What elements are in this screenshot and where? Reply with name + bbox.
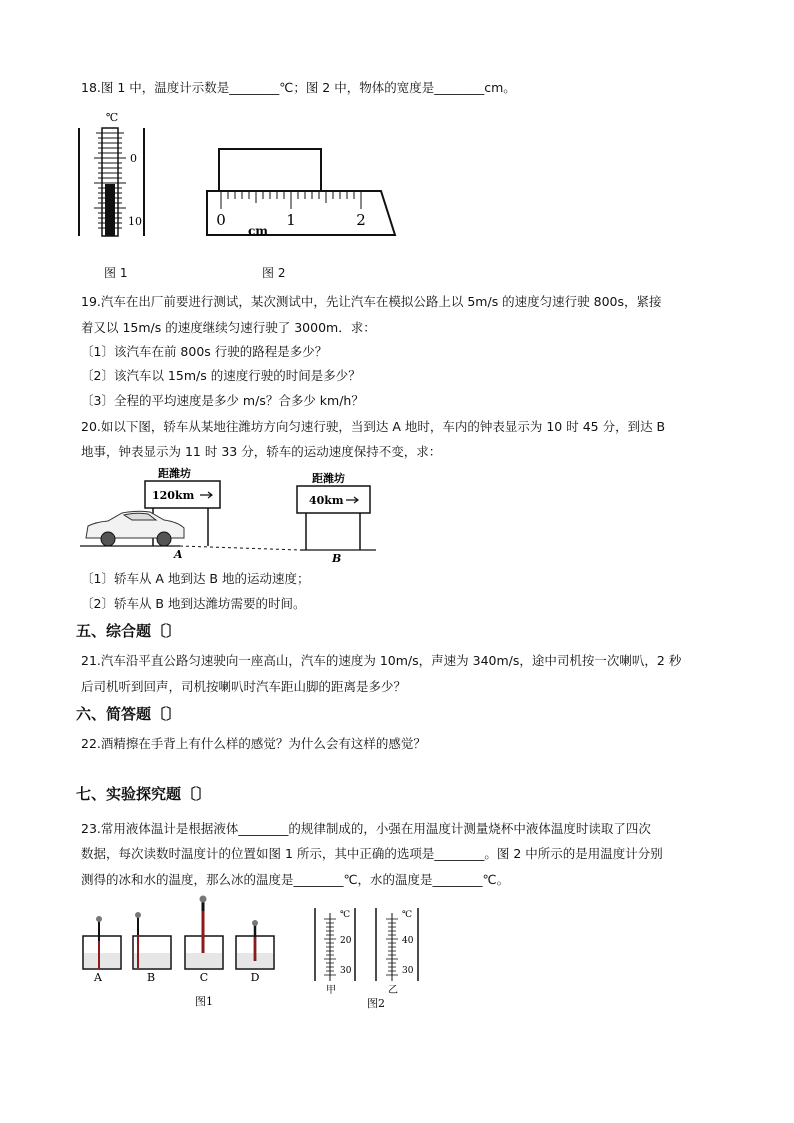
section-6-title: 六、简答题〔〕 bbox=[76, 705, 182, 723]
q23-line3: 测得的冰和水的温度，那么冰的温度是________℃，水的温度是________℃。 bbox=[81, 872, 510, 887]
thermo-unit-label: ℃ bbox=[105, 111, 119, 124]
thermo-a-tick-20: 20 bbox=[340, 936, 352, 946]
q19-sub1: 〔1〕该汽车在前 800s 行驶的路程是多少？ bbox=[81, 344, 328, 359]
q23-line2: 数据，每次读数时温度计的位置如图 1 所示，其中正确的选项是________。图 2 中所示的是用温度计分别 bbox=[81, 846, 663, 861]
thermo-b-label: 乙 bbox=[388, 985, 398, 996]
sign-b-title: 距潍坊 bbox=[312, 472, 345, 485]
q20-sub1: 〔1〕轿车从 A 地到达 B 地的运动速度； bbox=[81, 571, 310, 586]
thermo-b-tick-40: 40 bbox=[402, 936, 414, 946]
q23-fig2-caption: 图2 bbox=[367, 997, 385, 1010]
q23-thermometers-figure bbox=[310, 905, 430, 1015]
q18-fig1-caption: 图 1 bbox=[104, 266, 128, 280]
sign-a-value: 120km bbox=[152, 489, 195, 502]
sign-b-value: 40km bbox=[309, 494, 344, 507]
q21-line1: 21.汽车沿平直公路匀速驶向一座高山，汽车的速度为 10m/s，声速为 340m/s，途中司机按一次喇叭，2 秒 bbox=[81, 653, 682, 668]
section-7-title: 七、实验探究题〔〕 bbox=[76, 785, 212, 803]
beaker-label-d: D bbox=[250, 971, 260, 984]
label-b: B bbox=[332, 552, 342, 564]
q18-thermometer-figure bbox=[76, 108, 151, 238]
q18-ruler-figure bbox=[205, 145, 405, 241]
thermo-a-unit: ℃ bbox=[340, 910, 351, 920]
q18-text: 18.图 1 中，温度计示数是________℃；图 2 中，物体的宽度是________cm。 bbox=[81, 80, 516, 95]
q19-line2: 着又以 15m/s 的速度继续匀速行驶了 3000m．求： bbox=[81, 320, 376, 335]
q23-line1: 23.常用液体温计是根据液体________的规律制成的，小强在用温度计测量烧杯中液体温度时读取了四次 bbox=[81, 821, 651, 836]
sign-a-title: 距潍坊 bbox=[158, 467, 191, 480]
ruler-label-0: 0 bbox=[216, 211, 226, 229]
thermo-a-tick-30: 30 bbox=[340, 966, 352, 976]
thermo-a-label: 甲 bbox=[326, 985, 336, 996]
q19-sub2: 〔2〕该汽车以 15m/s 的速度行驶的时间是多少？ bbox=[81, 368, 361, 383]
thermo-tick-10: 10 bbox=[128, 215, 142, 228]
q20-sub2: 〔2〕轿车从 B 地到达潍坊需要的时间。 bbox=[81, 596, 306, 611]
q20-road-signs-figure bbox=[80, 464, 380, 564]
ruler-unit: cm bbox=[248, 224, 269, 238]
section-5-title: 五、综合题〔〕 bbox=[76, 622, 182, 640]
ruler-label-1: 1 bbox=[286, 211, 296, 229]
q20-line1: 20.如以下图，轿车从某地往潍坊方向匀速行驶，当到达 A 地时，车内的钟表显示为 10 时 45 分，到达 B bbox=[81, 419, 666, 434]
thermo-b-tick-30: 30 bbox=[402, 966, 414, 976]
q20-line2: 地事，钟表显示为 11 时 33 分，轿车的运动速度保持不变，求： bbox=[81, 444, 442, 459]
ruler-label-2: 2 bbox=[356, 211, 366, 229]
beaker-label-c: C bbox=[199, 971, 209, 984]
q23-beakers-figure bbox=[78, 893, 278, 1013]
thermo-b-unit: ℃ bbox=[402, 910, 413, 920]
q21-line2: 后司机听到回声，司机按喇叭时汽车距山脚的距离是多少？ bbox=[81, 679, 407, 694]
q23-fig1-caption: 图1 bbox=[195, 995, 213, 1008]
q18-fig2-caption: 图 2 bbox=[262, 266, 286, 280]
q19-line1: 19.汽车在出厂前要进行测试，某次测试中，先让汽车在模拟公路上以 5m/s 的速度匀速行驶 800s，紧接 bbox=[81, 294, 662, 309]
q22-line1: 22.酒精擦在手背上有什么样的感觉？为什么会有这样的感觉？ bbox=[81, 736, 426, 751]
label-a: A bbox=[174, 548, 183, 561]
thermo-tick-0: 0 bbox=[130, 152, 137, 165]
q19-sub3: 〔3〕全程的平均速度是多少 m/s？合多少 km/h？ bbox=[81, 393, 364, 408]
beaker-label-b: B bbox=[146, 971, 156, 984]
beaker-label-a: A bbox=[94, 971, 102, 984]
